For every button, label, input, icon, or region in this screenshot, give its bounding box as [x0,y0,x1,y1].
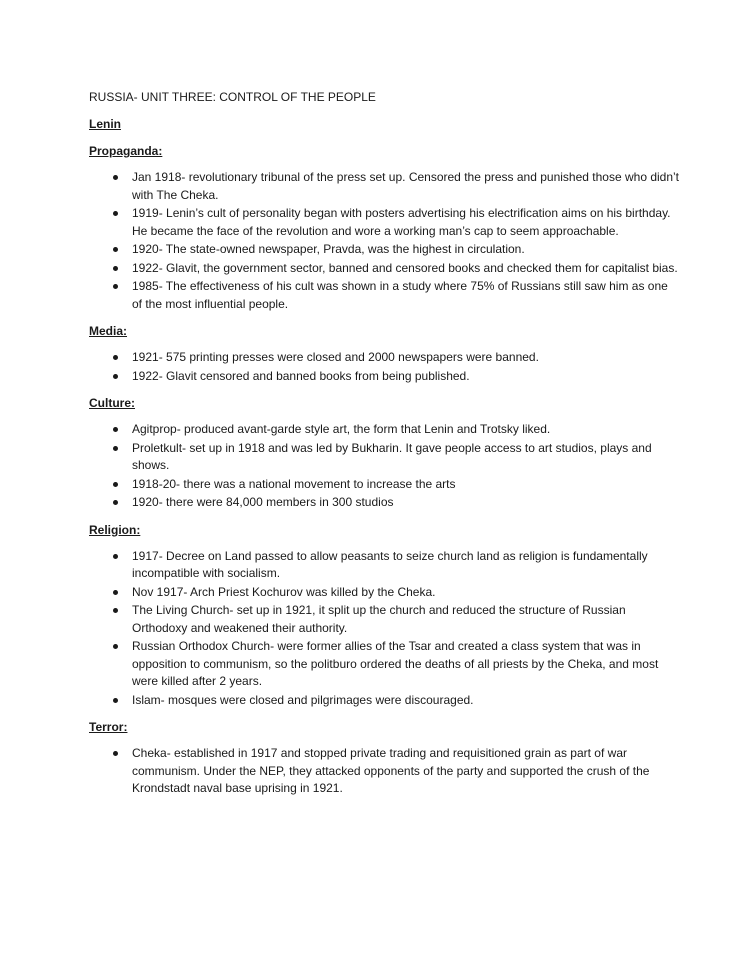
list-item-text: 1918-20- there was a national movement to increase the arts [132,476,456,491]
bullet-icon [113,608,118,613]
list-item-text: 1920- The state-owned newspaper, Pravda, was the highest in circulation. [132,242,525,256]
bullet-icon [113,211,118,216]
list-item [89,421,679,439]
list-item-text: 1985- The effectiveness of his cult was shown in a study where 75% of Russians still saw him as one of the most influential people. [132,279,668,311]
section-heading: Propaganda: [89,144,163,158]
bullet-list [89,548,679,710]
list-item [89,260,679,278]
bullet-list [89,349,679,385]
list-item-text: 1921- 575 printing presses were closed and 2000 newspapers were banned. [132,350,539,364]
bullet-icon [113,751,118,756]
list-item [89,494,679,512]
bullet-icon [113,175,118,180]
list-item-text: 1922- Glavit censored and banned books from being published. [132,368,470,383]
bullet-icon [113,266,118,271]
list-item-text: Jan 1918- revolutionary tribunal of the press set up. Censored the press and punished those who didn’t with The Cheka. [132,170,680,202]
bullet-icon [113,427,118,432]
list-item [89,278,679,313]
bullet-list [89,745,679,798]
list-item-text: Proletkult- set up in 1918 and was led by Bukharin. It gave people access to art studios, plays and shows. [132,440,652,472]
list-item-text: 1919- Lenin’s cult of personality began with posters advertising his electrification aims on his birthday. He became the face of the revolution and wore a working man’s cap to seem approachable. [132,206,671,238]
list-item-text: 1920- there were 84,000 members in 300 studios [132,495,394,509]
section-heading: Media: [89,324,128,338]
list-item-text: 1917- Decree on Land passed to allow peasants to seize church land as religion is fundamentally incompatible with socialism. [132,548,648,580]
list-item-text: Nov 1917- Arch Priest Kochurov was killed by the Cheka. [132,584,436,599]
document-title: RUSSIA- UNIT THREE: CONTROL OF THE PEOPLE [89,90,376,104]
bullet-list [89,169,679,313]
bullet-icon [113,590,118,595]
section-heading: Culture: [89,396,135,410]
bullet-icon [113,284,118,289]
bullet-icon [113,554,118,559]
list-item-text: Agitprop- produced avant-garde style art, the form that Lenin and Trotsky liked. [132,422,551,436]
document-body [89,89,679,808]
list-item [89,602,679,637]
bullet-icon [113,698,118,703]
list-item [89,349,679,367]
list-item [89,548,679,583]
list-item [89,745,679,798]
bullet-icon [113,644,118,649]
section-terror [89,719,679,798]
list-item [89,440,679,475]
list-item-text: Cheka- established in 1917 and stopped private trading and requisitioned grain as part of war communism. Under the NEP, they attacked opponents of the party and supported the crush of the Krondstadt naval base uprising in 1921. [132,746,650,795]
section-culture [89,395,679,512]
section-heading: Terror: [89,720,128,734]
list-item-text: 1922- Glavit, the government sector, banned and censored books and checked them for capitalist bias. [132,260,678,275]
bullet-list [89,421,679,512]
section-propaganda [89,143,679,313]
list-item [89,584,679,602]
bullet-icon [113,446,118,451]
bullet-icon [113,374,118,379]
list-item-text: Russian Orthodox Church- were former allies of the Tsar and created a class system that was in opposition to communism, so the politburo ordered the deaths of all priests by the Cheka, and most were killed after 2 years. [132,639,659,688]
bullet-icon [113,247,118,252]
bullet-icon [113,355,118,360]
list-item-text: Islam- mosques were closed and pilgrimages were discouraged. [132,692,474,707]
section-religion [89,522,679,710]
list-item [89,241,679,259]
list-item [89,368,679,386]
section-heading: Religion: [89,522,141,537]
list-item [89,205,679,240]
list-item-text: The Living Church- set up in 1921, it split up the church and reduced the structure of Russian Orthodoxy and weakened their authority. [132,603,626,635]
list-item [89,169,679,204]
leader-heading: Lenin [89,117,121,131]
section-media [89,323,679,385]
bullet-icon [113,500,118,505]
bullet-icon [113,482,118,487]
list-item [89,638,679,691]
list-item [89,476,679,494]
list-item [89,692,679,710]
